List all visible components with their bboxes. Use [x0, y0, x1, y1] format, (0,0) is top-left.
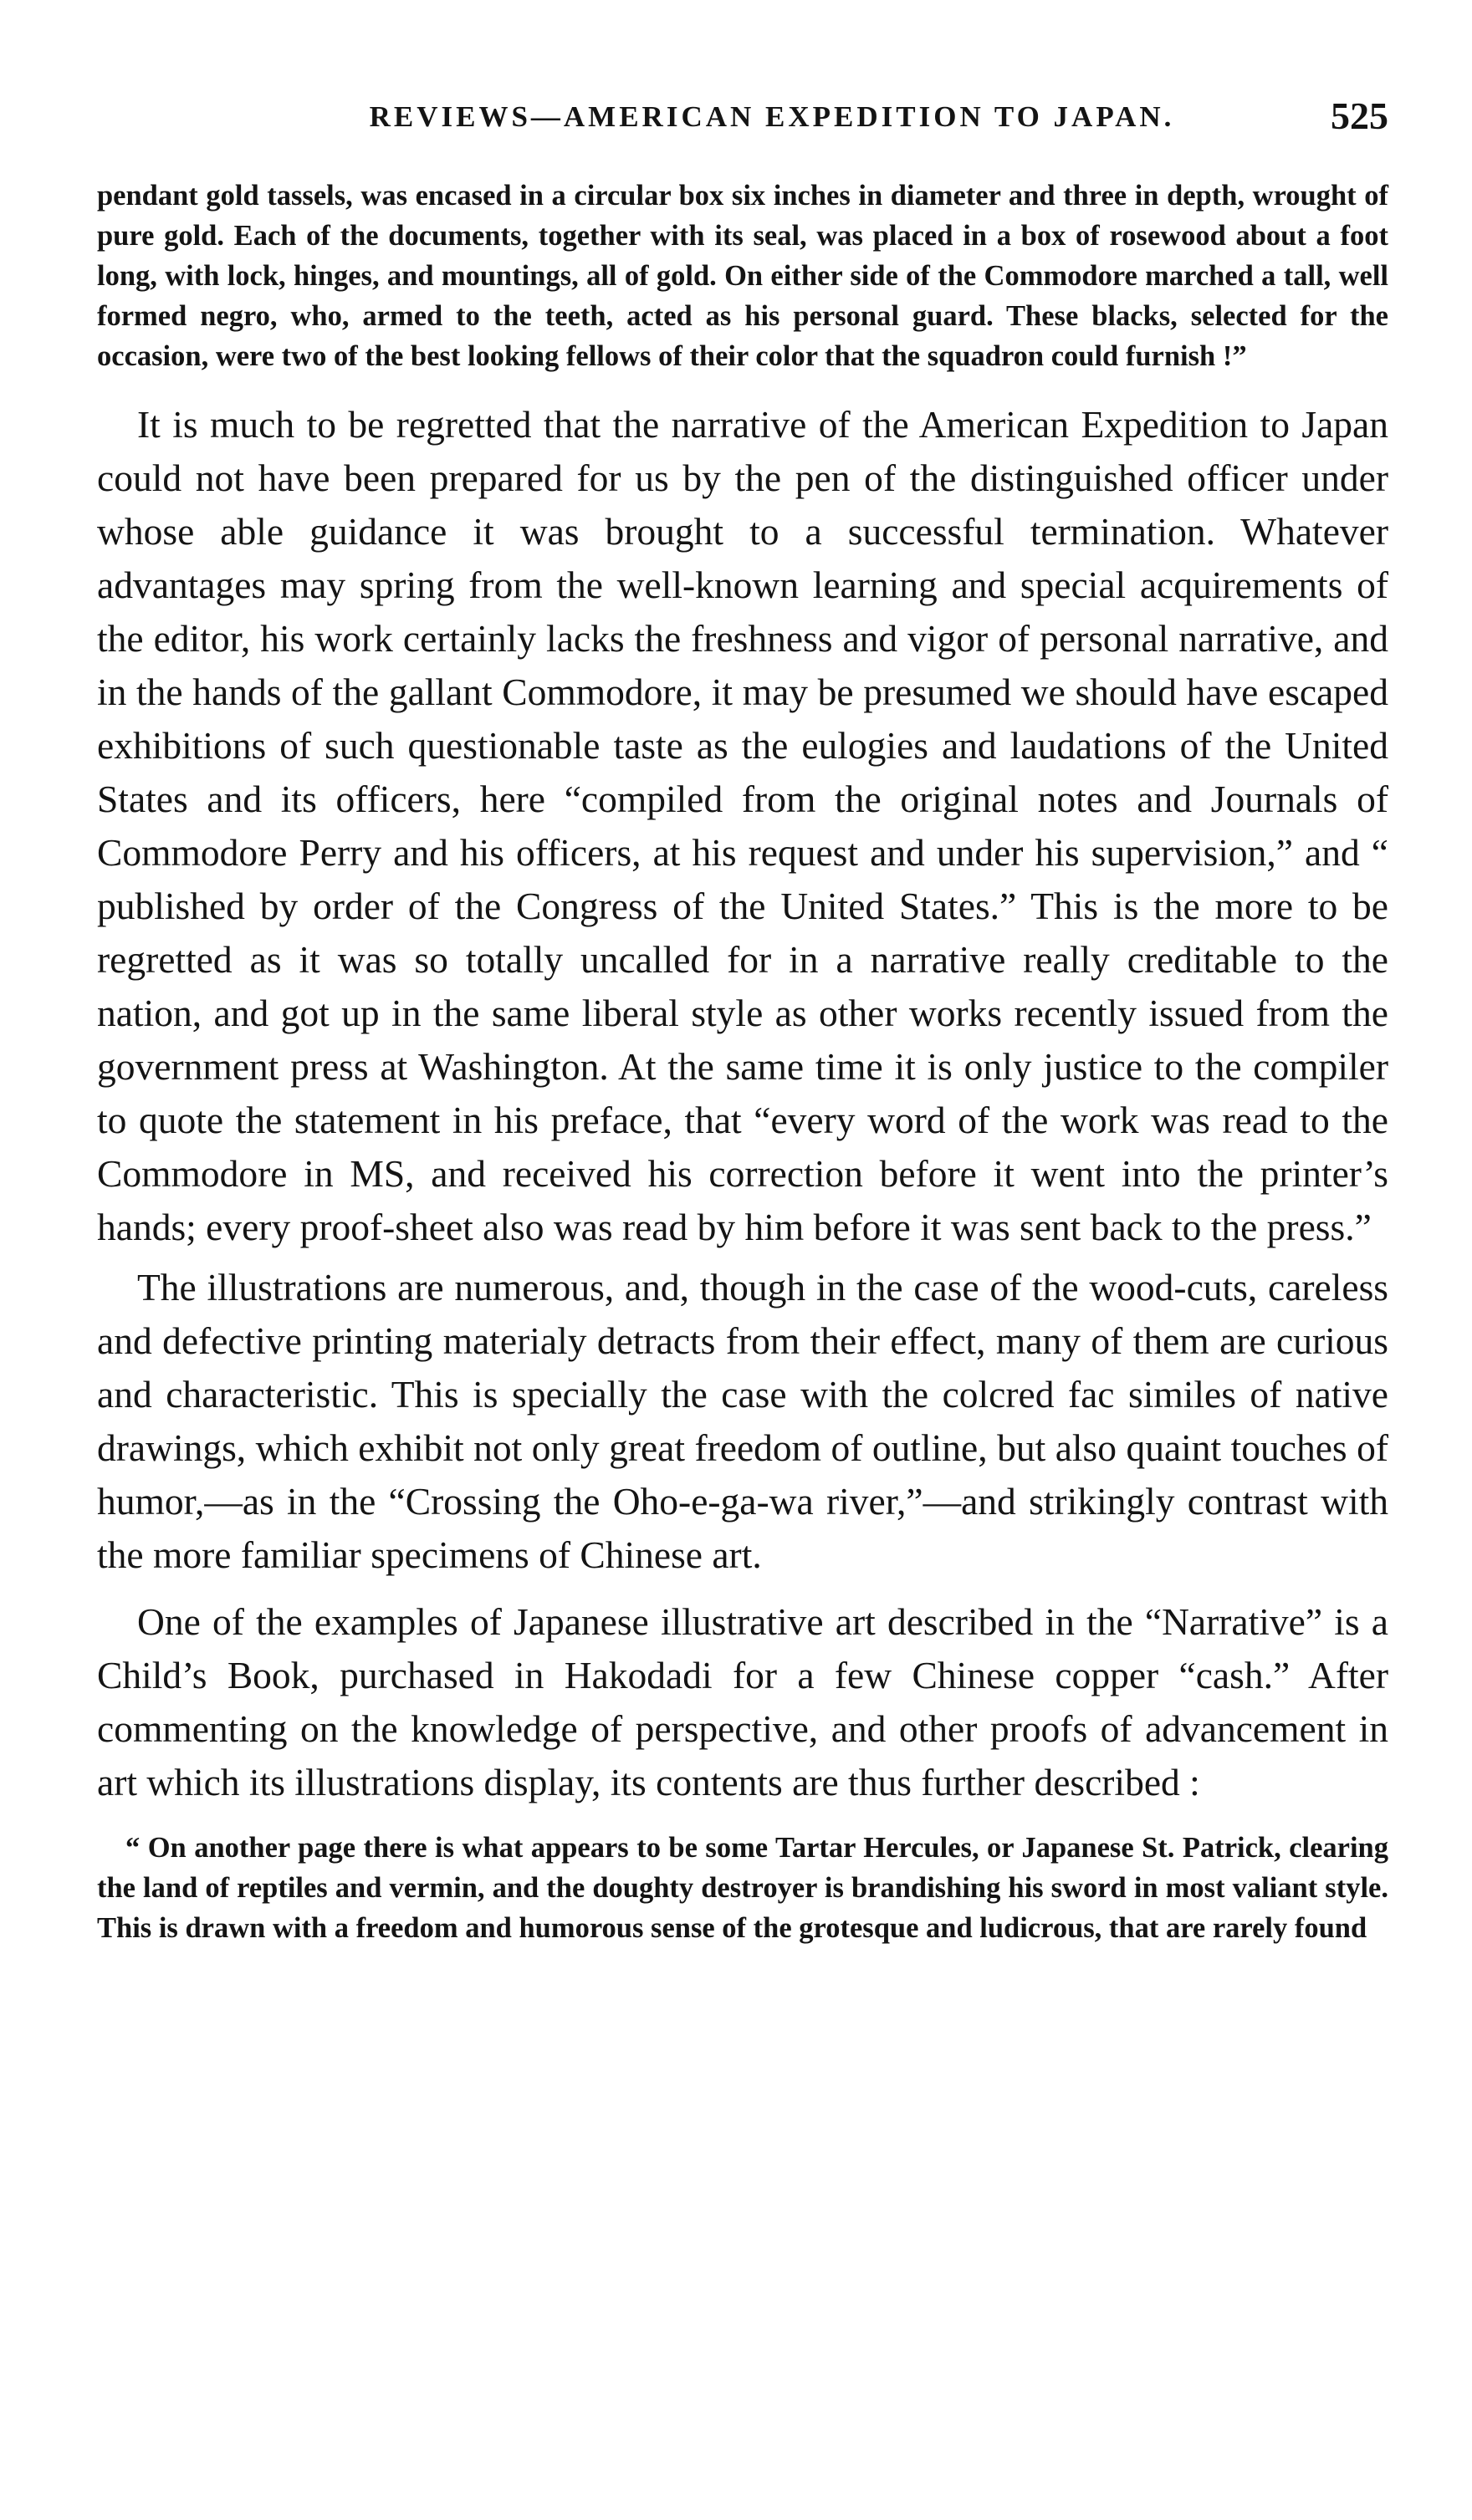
paragraph: One of the examples of Japanese illustrative art described in the “Narrative” is a Child’s Book, purchased in Hakodadi for a few Chinese copper “cash.” After commenting on the knowledge of perspective, and other proofs of advancement in art which its illustrations display, its contents are thus further described : — [97, 1600, 1388, 1803]
running-title: REVIEWS—AMERICAN EXPEDITION TO JAPAN. — [369, 100, 1175, 133]
body-text — [97, 398, 1388, 1809]
paragraph: The illustrations are numerous, and, though in the case of the wood-cuts, careless and defective printing materialy detracts from their effect, many of them are curious and characteristic. This is specially the case with the colcred fac similes of native drawings, which exhibit not only great freedom of outline, but also quaint touches of humor,—as in the “Crossing the Oho-e-ga-wa river,”—and strikingly contrast with the more familiar specimens of Chinese art. — [97, 1266, 1388, 1576]
quotation-bottom: “ On another page there is what appears to be some Tartar Hercules, or Japanese St. Patrick, clearing the land of reptiles and vermin, and the doughty destroyer is brandishing his sword in most valiant style. This is drawn with a freedom and humorous sense of the grotesque and ludicrous, that are rarely found — [97, 1832, 1388, 1944]
quotation-top: pendant gold tassels, was encased in a circular box six inches in diameter and three in depth, wrought of pure gold. Each of the documents, together with its seal, was placed in a box of rosewood about a foot long, with lock, hinges, and mountings, all of gold. On either side of the Commodore marched a tall, well formed negro, who, armed to the teeth, acted as his personal guard. These blacks, selected for the occasion, were two of the best looking fellows of their color that the squadron could furnish !” — [97, 180, 1388, 372]
book-page — [97, 94, 1388, 1948]
page-number: 525 — [1331, 94, 1388, 137]
paragraph: It is much to be regretted that the narrative of the American Expedition to Japan could not have been prepared for us by the pen of the distinguished officer under whose able guidance it was brought to a successful termination. Whatever advantages may spring from the well-known learning and special acquirements of the editor, his work certainly lacks the freshness and vigor of personal narrative, and in the hands of the gallant Commodore, it may be presumed we should have escaped exhibitions of such questionable taste as the eulogies and laudations of the United States and its officers, here “compiled from the original notes and Journals of Commodore Perry and his officers, at his request and under his supervision,” and “ published by order of the Congress of the United States.” This is the more to be regretted as it was so totally uncalled for in a narrative really creditable to the nation, and got up in the same liberal style as other works recently issued from the government press at Washington. At the same time it is only justice to the compiler to quote the statement in his preface, that “every word of the work was read to the Commodore in MS, and received his correction before it went into the printer’s hands; every proof-sheet also was read by him before it was sent back to the press.” — [97, 403, 1388, 1248]
running-head — [97, 94, 1388, 144]
